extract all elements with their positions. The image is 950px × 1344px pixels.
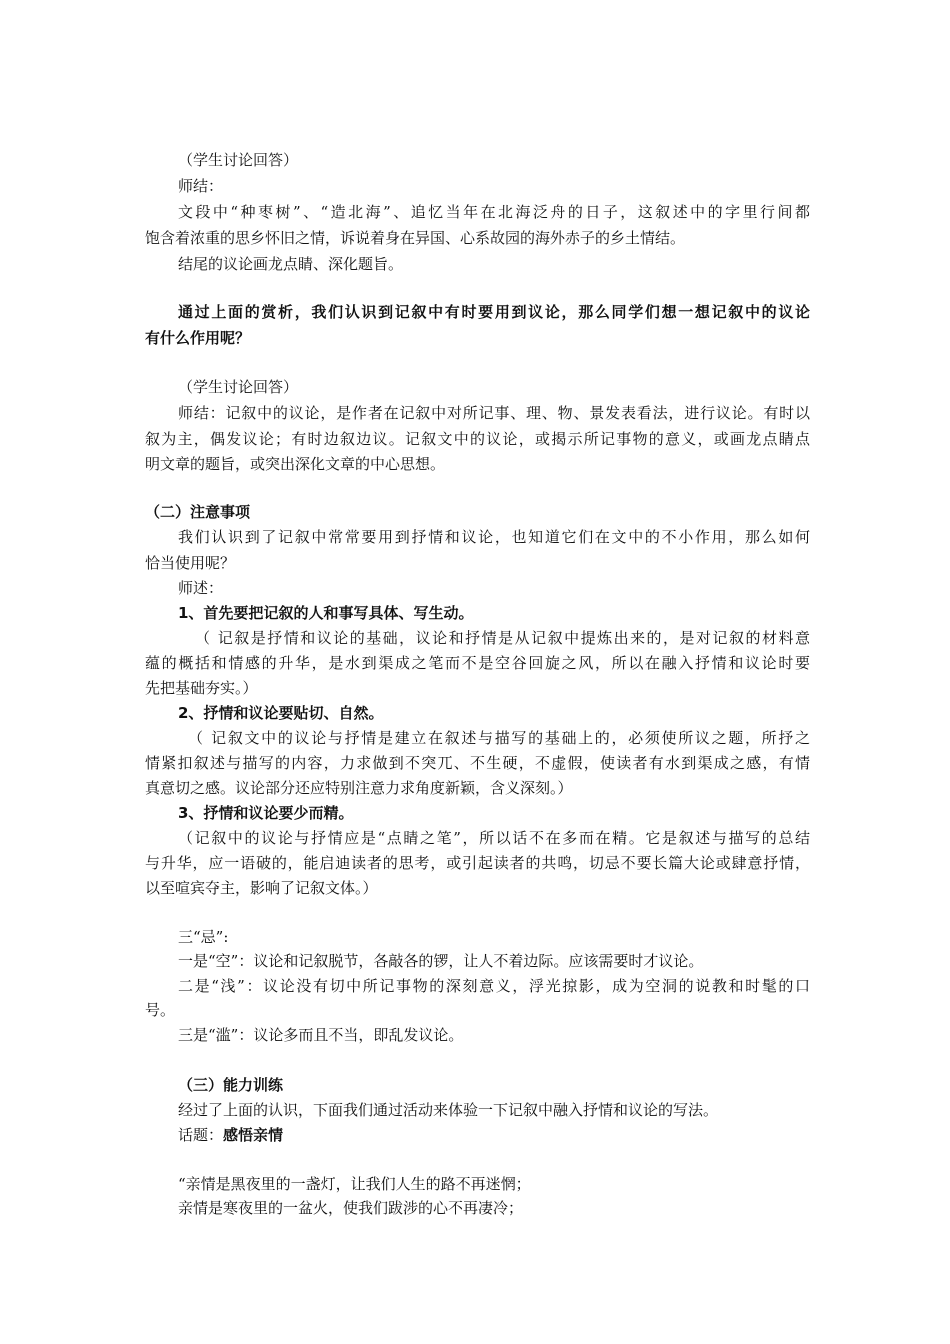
- taboo-item: 一是“空”：议论和记叙脱节，各敲各的锣，让人不着边际。应该需要时才议论。: [178, 952, 704, 970]
- topic-line: [178, 1124, 283, 1146]
- topic-label: 话题：: [178, 1126, 224, 1144]
- question-heading: 通过上面的赏析，我们认识到记叙中有时要用到议论，那么同学们想一想记叙中的议论: [178, 303, 810, 321]
- paragraph-line: 饱含着浓重的思乡怀旧之情，诉说着身在异国、心系故园的海外赤子的乡土情结。: [145, 229, 686, 247]
- paragraph-line: 文段中“种枣树”、“造北海”、追忆当年在北海泛舟的日子，这叙述中的字里行间都: [178, 203, 810, 221]
- paragraph-line: 经过了上面的认识，下面我们通过活动来体验一下记叙中融入抒情和议论的写法。: [178, 1101, 719, 1119]
- paragraph-line: （记叙中的议论与抒情应是“点睛之笔”，所以话不在多而在精。它是叙述与描写的总结: [178, 829, 810, 847]
- list-item-heading: 2、抒情和议论要贴切、自然。: [178, 704, 384, 722]
- paragraph-line: （ 记叙文中的议论与抒情是建立在叙述与描写的基础上的，必须使所议之题，所抒之: [188, 729, 810, 747]
- paragraph-line: 结尾的议论画龙点睛、深化题旨。: [178, 255, 404, 273]
- paragraph-line: 叙为主，偶发议论；有时边叙边议。记叙文中的议论，或揭示所记事物的意义，或画龙点睛点: [145, 430, 810, 448]
- taboo-item: 二是“浅”：议论没有切中所记事物的深刻意义，浮光掠影，成为空洞的说教和时髦的口: [178, 977, 810, 995]
- taboo-heading: 三“忌”:: [178, 928, 229, 946]
- paragraph-line: 情紧扣叙述与描写的内容，力求做到不突兀、不生硬，不虚假，使读者有水到渠成之感，有情: [145, 754, 810, 772]
- paragraph-line: 我们认识到了记叙中常常要用到抒情和议论，也知道它们在文中的不小作用，那么如何: [178, 528, 810, 546]
- teacher-statement-label: 师述：: [178, 579, 224, 597]
- paragraph-line: 以至喧宾夺主，影响了记叙文体。）: [145, 879, 378, 897]
- student-discussion-note: （学生讨论回答）: [178, 151, 299, 169]
- list-item-heading: 3、抒情和议论要少而精。: [178, 804, 354, 822]
- student-discussion-note: （学生讨论回答）: [178, 378, 299, 396]
- paragraph-line: 恰当使用呢？: [145, 554, 236, 572]
- poem-line: 亲情是寒夜里的一盆火，使我们跋涉的心不再凄冷；: [178, 1199, 524, 1217]
- paragraph-line: 与升华，应一语破的，能启迪读者的思考，或引起读者的共鸣，切忌不要长篇大论或肆意抒情，: [145, 854, 810, 872]
- paragraph-line: 师结：记叙中的议论，是作者在记叙中对所记事、理、物、景发表看法，进行议论。有时以: [178, 404, 810, 422]
- section-heading: （三）能力训练: [178, 1076, 284, 1094]
- taboo-item: 号。: [145, 1001, 176, 1019]
- teacher-summary-label: 师结：: [178, 177, 224, 195]
- paragraph-line: 蕴的概括和情感的升华，是水到渠成之笔而不是空谷回旋之风，所以在融入抒情和议论时要: [145, 654, 810, 672]
- section-heading: （二）注意事项: [145, 503, 251, 521]
- paragraph-line: 先把基础夯实。）: [145, 679, 258, 697]
- taboo-item: 三是“滥”：议论多而且不当，即乱发议论。: [178, 1026, 464, 1044]
- paragraph-line: 明文章的题旨，或突出深化文章的中心思想。: [145, 455, 446, 473]
- paragraph-line: 真意切之感。议论部分还应特别注意力求角度新颖，含义深刻。）: [145, 779, 573, 797]
- topic-title: 感悟亲情: [223, 1126, 284, 1144]
- list-item-heading: 1、首先要把记叙的人和事写具体、写生动。: [178, 604, 474, 622]
- paragraph-line: （ 记叙是抒情和议论的基础，议论和抒情是从记叙中提炼出来的，是对记叙的材料意: [195, 629, 810, 647]
- poem-line: “亲情是黑夜里的一盏灯，让我们人生的路不再迷惘；: [178, 1175, 531, 1193]
- question-heading: 有什么作用呢？: [145, 329, 251, 347]
